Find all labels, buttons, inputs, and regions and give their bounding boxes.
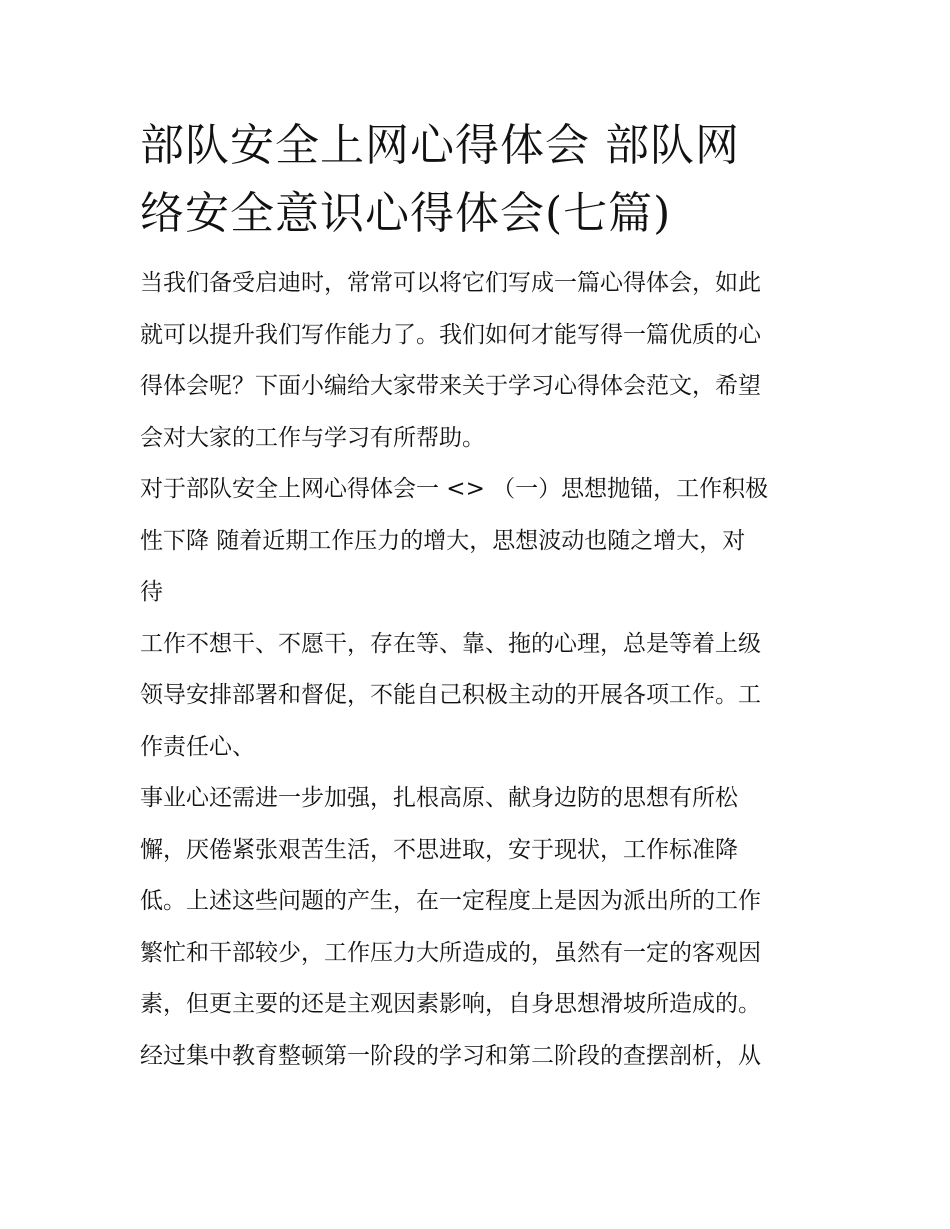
body-line: 懈，厌倦紧张艰苦生活，不思进取，安于现状，工作标准降	[140, 836, 738, 863]
document-page	[140, 112, 820, 1082]
body-line: 繁忙和干部较少，工作压力大所造成的，虽然有一定的客观因	[140, 939, 761, 966]
body-line: 作责任心、	[140, 733, 255, 760]
body-line: 性下降 随着近期工作压力的增大，思想波动也随之增大，对	[140, 527, 746, 554]
body-line: 对于部队安全上网心得体会一 <> （一）思想抛锚，工作积极	[140, 476, 769, 502]
body-line: 素，但更主要的还是主观因素影响，自身思想滑坡所造成的。	[140, 991, 761, 1017]
body-line: 工作不想干、不愿干，存在等、靠、拖的心理，总是等着上级	[140, 630, 761, 657]
document-title	[140, 112, 820, 248]
body-line: 就可以提升我们写作能力了。我们如何才能写得一篇优质的心	[140, 321, 761, 348]
body-line: 待	[140, 579, 163, 605]
body-line: 事业心还需进一步加强，扎根高原、献身边防的思想有所松	[140, 785, 738, 811]
body-line: 当我们备受启迪时，常常可以将它们写成一篇心得体会，如此	[140, 270, 761, 296]
body-line: 得体会呢？下面小编给大家带来关于学习心得体会范文，希望	[140, 373, 761, 399]
body-line: 低。上述这些问题的产生，在一定程度上是因为派出所的工作	[140, 888, 761, 914]
body-line: 会对大家的工作与学习有所帮助。	[140, 424, 485, 451]
body-line: 经过集中教育整顿第一阶段的学习和第二阶段的查摆剖析，从	[140, 1042, 761, 1069]
title-line: 络安全意识心得体会(七篇)	[140, 188, 672, 239]
document-body	[140, 258, 820, 1082]
body-line: 领导安排部署和督促，不能自己积极主动的开展各项工作。工	[140, 682, 761, 708]
title-line: 部队安全上网心得体会 部队网	[140, 120, 740, 171]
